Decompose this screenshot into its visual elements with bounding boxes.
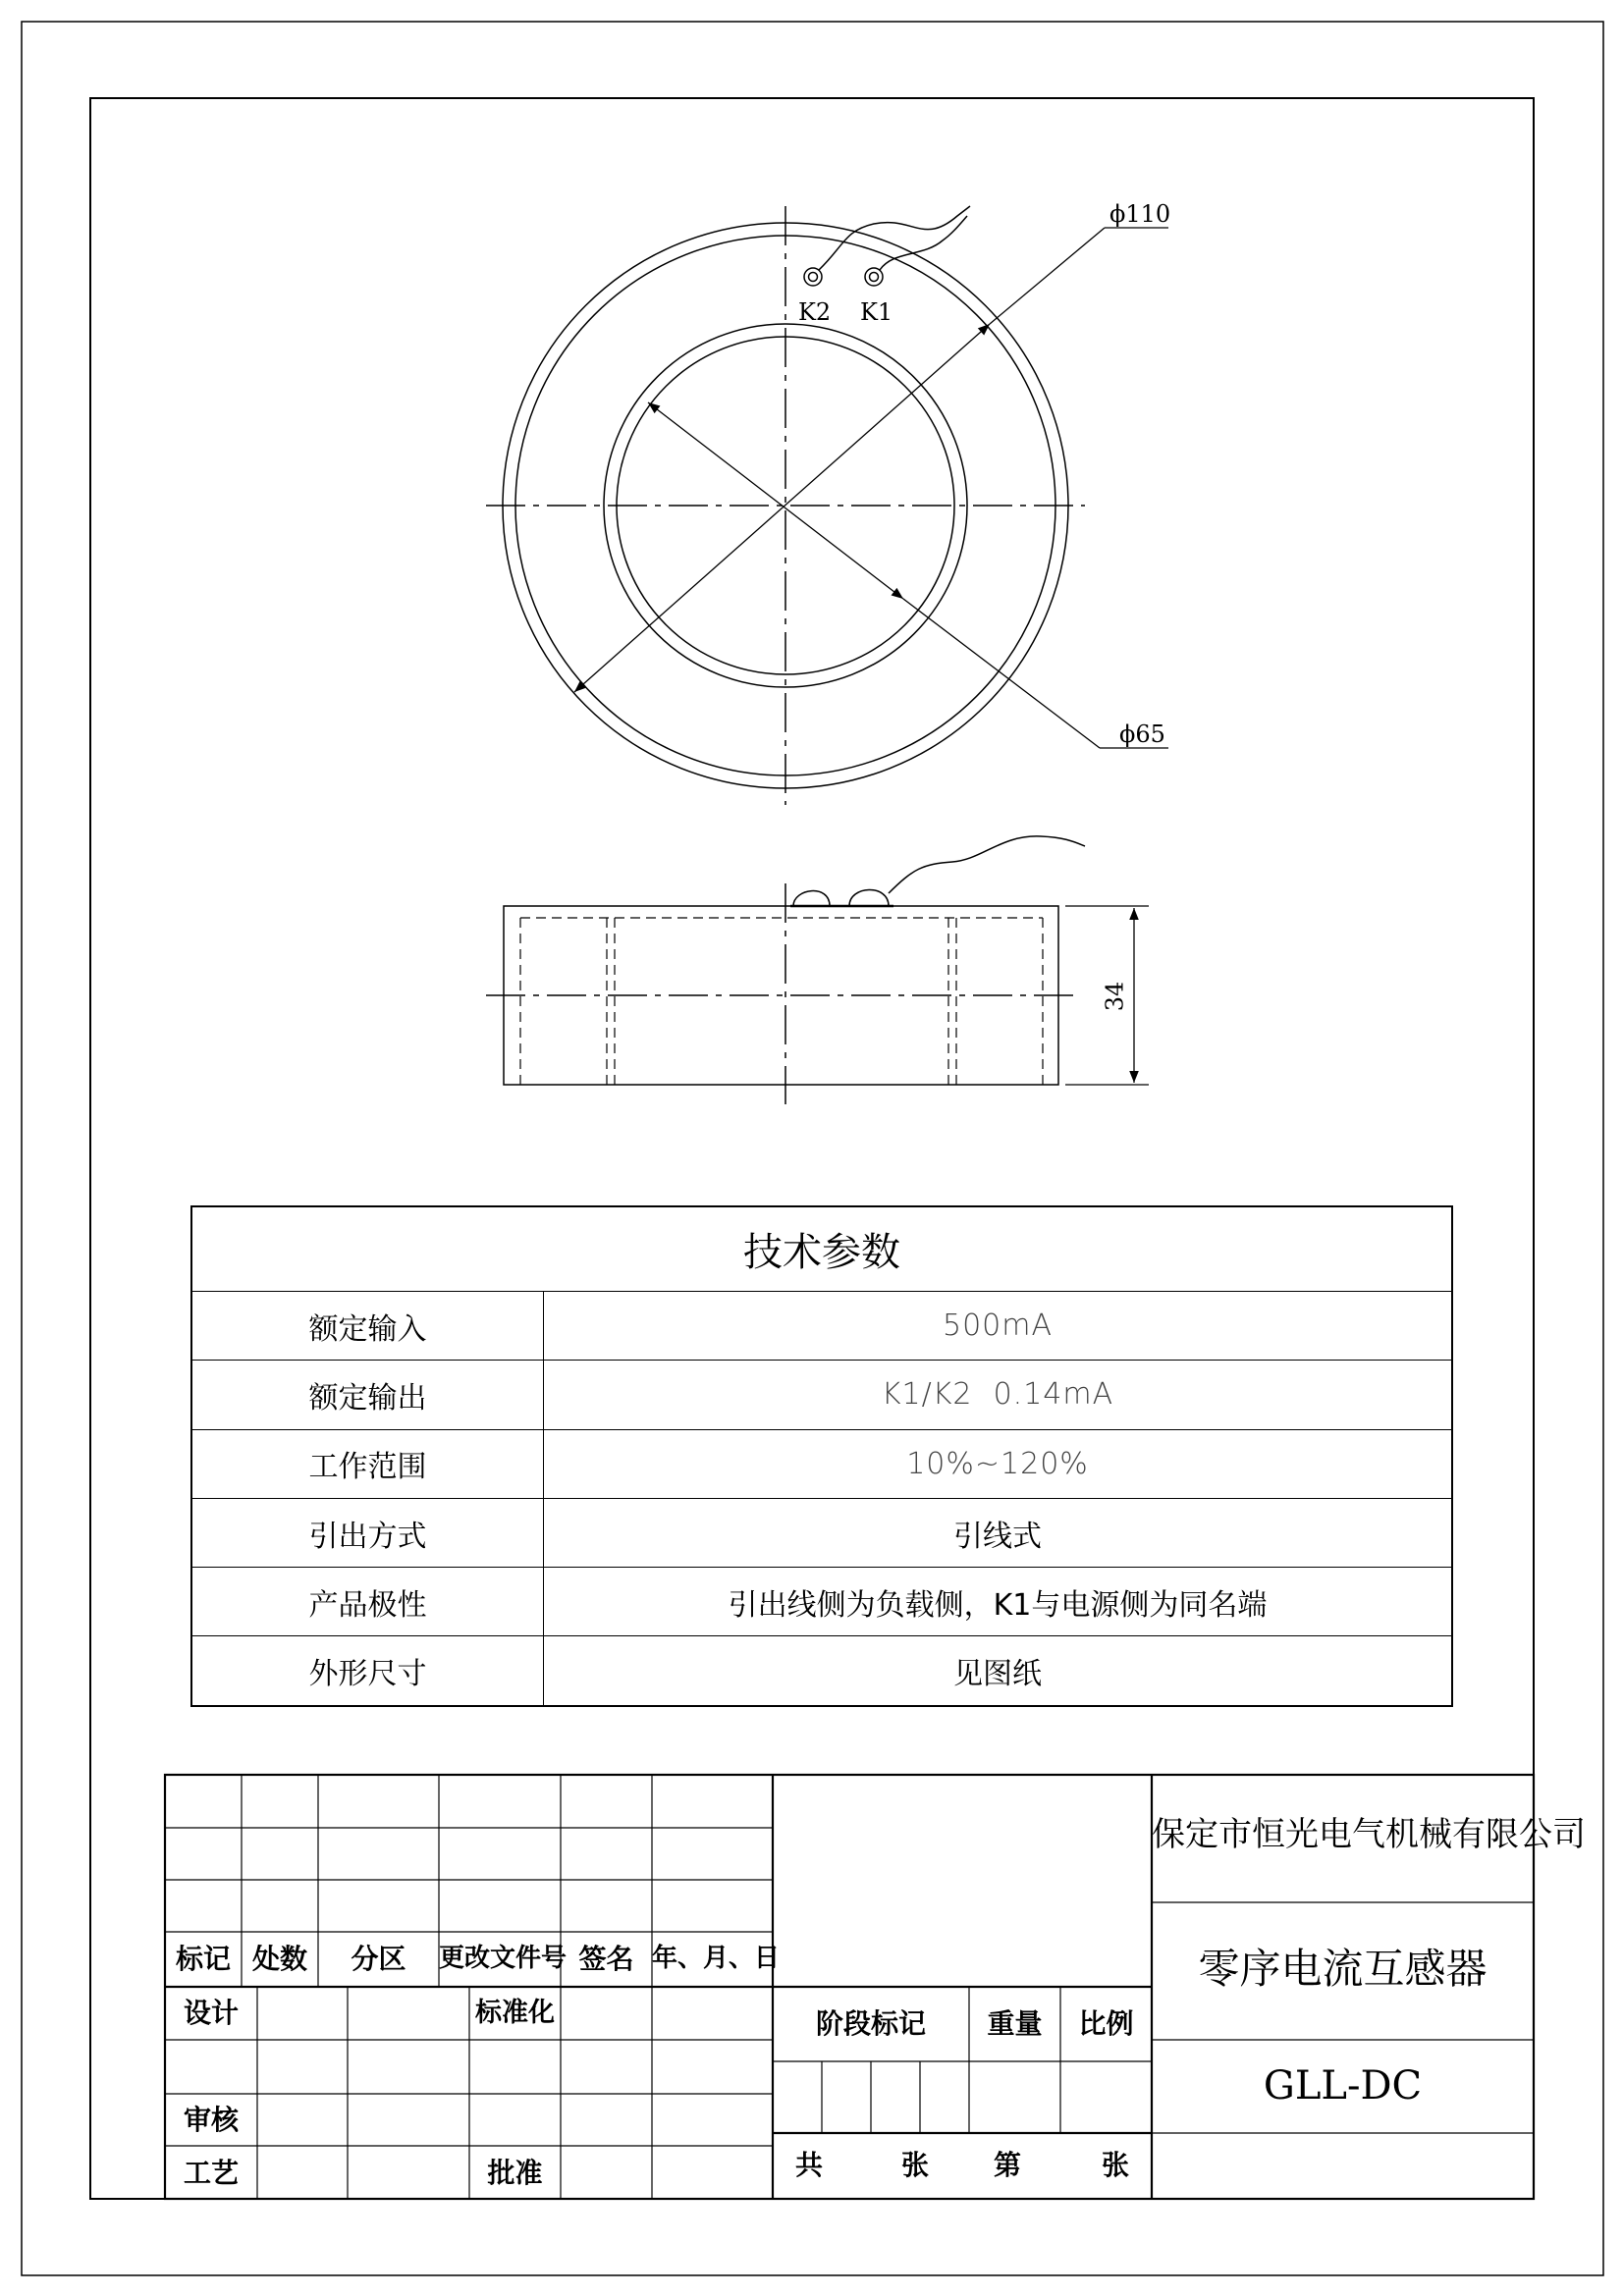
spec-row bbox=[191, 1498, 1452, 1567]
terminal-k2-outer bbox=[804, 268, 822, 286]
spec-value: 引出线侧为负载侧，K1与电源侧为同名端 bbox=[544, 1568, 1453, 1636]
spec-row bbox=[191, 1361, 1452, 1429]
side-view bbox=[486, 836, 1085, 1104]
spec-table bbox=[190, 1205, 1453, 1707]
sheets-label: 张 bbox=[901, 2149, 930, 2181]
spec-value: 500mA bbox=[544, 1292, 1453, 1361]
role-process: 工艺 bbox=[183, 2157, 239, 2189]
terminal-k1-outer bbox=[865, 268, 883, 286]
dim-phi65-label: ϕ65 bbox=[1119, 721, 1165, 748]
spec-value: K1/K2 0.14mA bbox=[544, 1361, 1453, 1429]
spec-row bbox=[191, 1568, 1452, 1636]
dim-phi65-leader bbox=[903, 599, 1100, 748]
side-terminal-k1 bbox=[849, 889, 889, 906]
role-standardization: 标准化 bbox=[475, 1998, 555, 2028]
rev-header-date: 年、月、日 bbox=[652, 1944, 781, 1973]
spec-label: 产品极性 bbox=[191, 1568, 544, 1636]
terminal-k2-inner bbox=[809, 273, 818, 282]
scale-label: 比例 bbox=[1078, 2007, 1134, 2040]
model-number: GLL-DC bbox=[1263, 2063, 1423, 2109]
weight-label: 重量 bbox=[987, 2007, 1043, 2040]
role-design: 设计 bbox=[183, 1997, 239, 2029]
dim-phi110-line bbox=[574, 324, 990, 692]
spec-label: 额定输入 bbox=[191, 1292, 544, 1361]
lead-wire-1 bbox=[819, 206, 970, 270]
lead-wire-2 bbox=[880, 216, 967, 270]
inner-border bbox=[90, 98, 1586, 2199]
rev-header-sign: 签名 bbox=[578, 1943, 634, 1975]
side-lead-wire bbox=[889, 836, 1085, 893]
spec-row bbox=[191, 1429, 1452, 1498]
rev-header-count: 处数 bbox=[251, 1943, 307, 1975]
spec-row bbox=[191, 1292, 1452, 1361]
sheets-label-2: 张 bbox=[1102, 2149, 1130, 2181]
spec-value: 10%~120% bbox=[544, 1429, 1453, 1498]
rev-header-mark: 标记 bbox=[175, 1943, 231, 1975]
side-terminal-k2 bbox=[793, 891, 830, 906]
spec-label: 引出方式 bbox=[191, 1498, 544, 1567]
spec-value: 见图纸 bbox=[544, 1636, 1453, 1706]
product-name: 零序电流互感器 bbox=[1198, 1945, 1488, 1993]
company-name: 保定市恒光电气机械有限公司 bbox=[1152, 1815, 1586, 1854]
outer-border bbox=[22, 22, 1603, 2275]
spec-row bbox=[191, 1636, 1452, 1706]
spec-label: 额定输出 bbox=[191, 1361, 544, 1429]
sheet-no-label: 第 bbox=[994, 2149, 1022, 2181]
total-label: 共 bbox=[795, 2149, 824, 2181]
stage-mark-label: 阶段标记 bbox=[815, 2007, 926, 2040]
role-review: 审核 bbox=[183, 2104, 239, 2136]
dim-phi110-label: ϕ110 bbox=[1109, 200, 1171, 228]
terminal-k1-label: K1 bbox=[860, 298, 893, 326]
terminal-posts bbox=[804, 206, 970, 286]
dim-phi110-leader bbox=[990, 228, 1105, 324]
terminal-k1-inner bbox=[870, 273, 879, 282]
role-approval: 批准 bbox=[487, 2157, 543, 2189]
rev-header-zone: 分区 bbox=[351, 1943, 406, 1975]
dim-height-label: 34 bbox=[1101, 981, 1129, 1012]
terminal-k2-label: K2 bbox=[798, 298, 832, 326]
spec-value: 引线式 bbox=[544, 1498, 1453, 1567]
spec-label: 工作范围 bbox=[191, 1429, 544, 1498]
spec-title-row bbox=[191, 1206, 1452, 1292]
spec-label: 外形尺寸 bbox=[191, 1636, 544, 1706]
spec-title: 技术参数 bbox=[191, 1206, 1452, 1292]
dim-phi65-line bbox=[648, 402, 903, 599]
rev-header-doc: 更改文件号 bbox=[439, 1944, 568, 1973]
